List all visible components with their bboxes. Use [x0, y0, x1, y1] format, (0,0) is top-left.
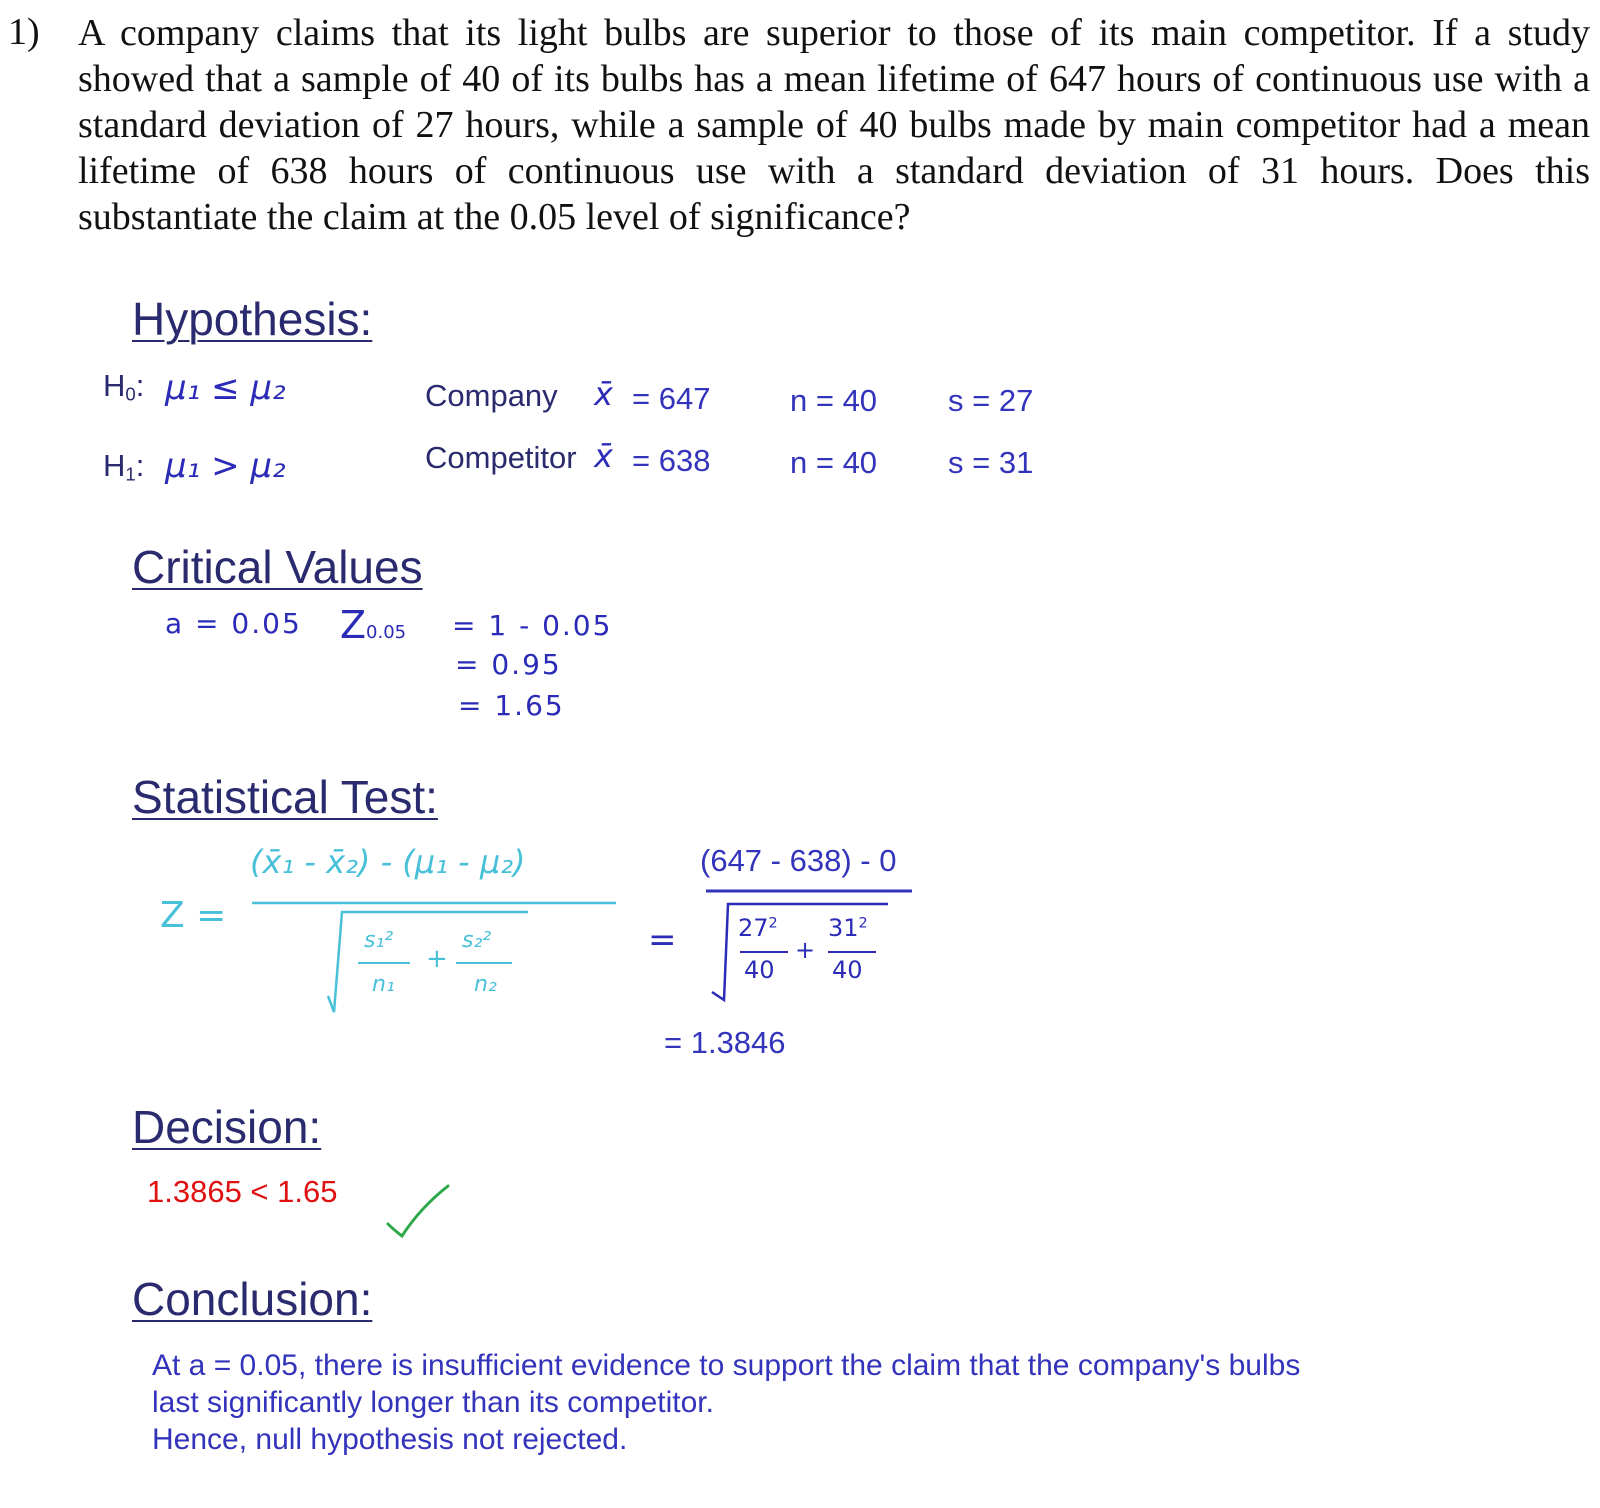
calc-equals: = — [648, 920, 677, 960]
decision-heading: Decision: — [132, 1101, 322, 1153]
hypothesis-heading: Hypothesis: — [132, 293, 373, 345]
competitor-label: Competitor — [425, 440, 577, 475]
conclusion-heading: Conclusion: — [132, 1273, 373, 1325]
company-label: Company — [425, 378, 558, 413]
z-formula-label: Z = — [160, 895, 227, 936]
calc-term-b: $31^2$ — [828, 914, 868, 942]
formula-n2: n₂ — [474, 972, 497, 997]
formula-s2-squared: s₂² — [462, 928, 492, 953]
competitor-xbar-symbol: x̄ — [594, 437, 613, 475]
calc-plus: + — [795, 936, 816, 964]
competitor-s: s = 31 — [948, 445, 1034, 480]
h1-expression: μ₁ > μ₂ — [165, 446, 286, 486]
company-n: n = 40 — [790, 383, 878, 418]
competitor-mean: = 638 — [632, 443, 711, 478]
critical-value-result: = 1.65 — [458, 689, 565, 722]
h1-label: $H_1$: — [103, 448, 145, 485]
problem-text: A company claims that its light bulbs are superior to those of its main competitor. If a study showed that a sample of 40 of its bulbs has a mean lifetime of 647 hours of continuous use with a standard deviation of 27 hours, while a sample of 40 bulbs made by main competitor had a mean lifetime of 638 hours of continuous use with a standard deviation of 31 hours. Does this substantiate the claim at the 0.05 level of significance? — [78, 12, 1590, 238]
statistical-test-heading: Statistical Test: — [132, 771, 438, 823]
company-s: s = 27 — [948, 383, 1034, 418]
conclusion-line-2: last significantly longer than its competitor. — [152, 1386, 714, 1419]
calc-den-a: 40 — [744, 956, 775, 984]
calc-numerator: (647 - 638) - 0 — [700, 843, 897, 878]
company-xbar-symbol: x̄ — [594, 375, 613, 413]
formula-s1-squared: s₁² — [364, 928, 394, 953]
conclusion-text — [152, 1347, 1300, 1458]
formula-n1: n₁ — [372, 972, 395, 997]
z-critical-symbol: Z0.05 — [340, 603, 407, 647]
company-mean: = 647 — [632, 381, 711, 416]
critical-values-heading: Critical Values — [132, 541, 423, 593]
z-statistic-result: = 1.3846 — [664, 1025, 786, 1060]
competitor-n: n = 40 — [790, 445, 878, 480]
h0-expression: μ₁ ≤ μ₂ — [165, 368, 286, 408]
check-mark-icon — [380, 1178, 460, 1242]
problem-number: 1) — [8, 11, 40, 53]
decision-comparison: 1.3865 < 1.65 — [147, 1174, 338, 1209]
calc-term-a: $27^2$ — [738, 914, 778, 942]
h0-label: $H_0$: — [103, 368, 145, 405]
calc-den-b: 40 — [832, 956, 863, 984]
formula-numerator: (x̄₁ - x̄₂) - (μ₁ - μ₂) — [250, 843, 526, 881]
formula-plus: + — [426, 944, 448, 974]
conclusion-line-3: Hence, null hypothesis not rejected. — [152, 1423, 628, 1456]
critical-step-1: = 1 - 0.05 — [452, 609, 613, 642]
conclusion-line-1: At a = 0.05, there is insufficient evidence to support the claim that the company's bulbs — [152, 1349, 1301, 1382]
alpha-value: a = 0.05 — [165, 607, 302, 640]
critical-step-2: = 0.95 — [455, 648, 562, 681]
